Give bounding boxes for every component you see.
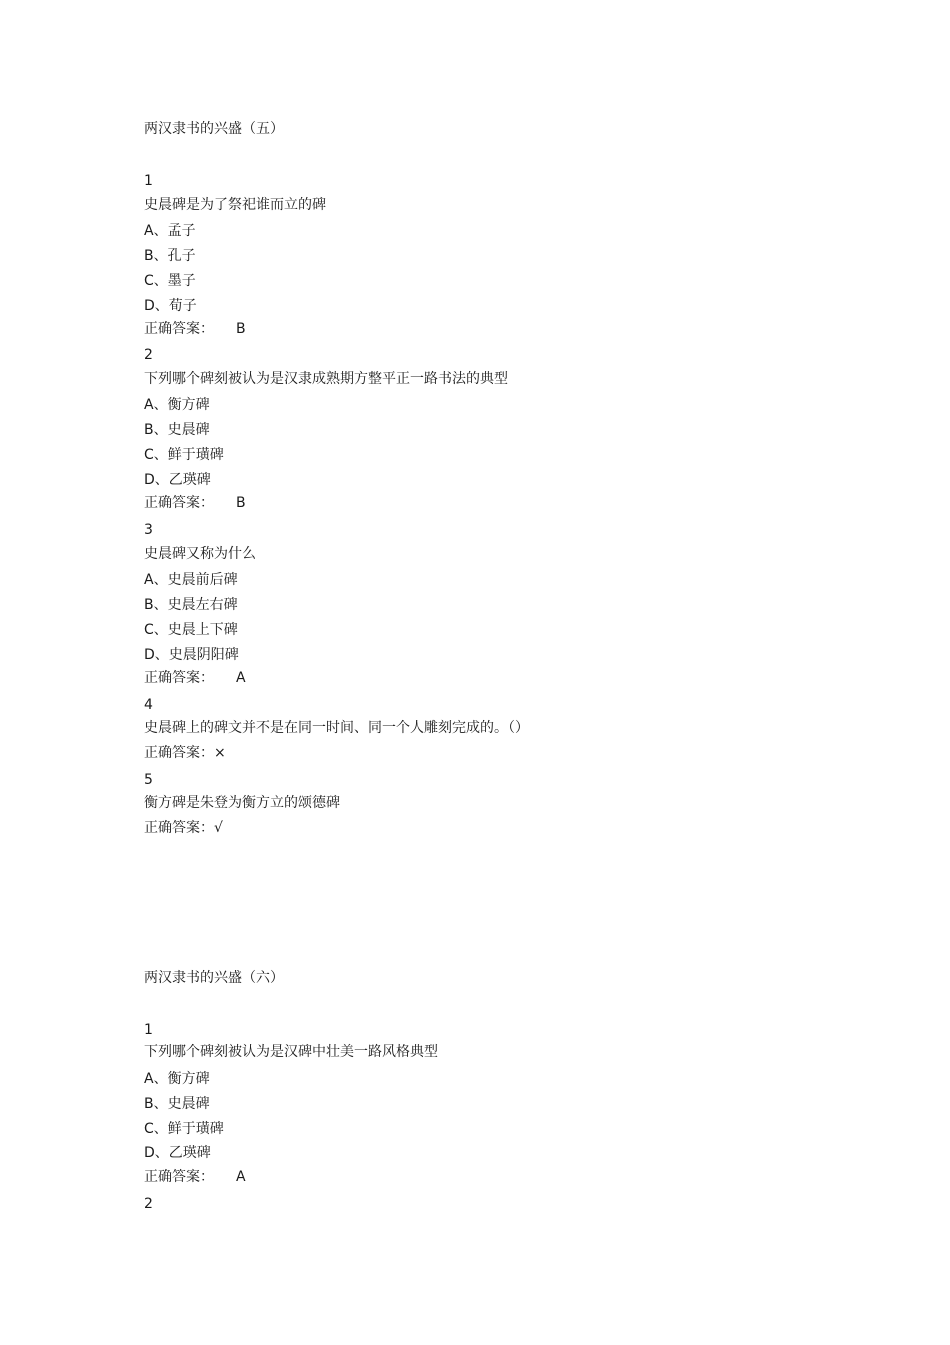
answer-text: 正确答案：× bbox=[144, 745, 226, 761]
question-number: 5 bbox=[144, 772, 153, 788]
option-a: A、孟子 bbox=[144, 223, 196, 239]
option-c: C、史晨上下碑 bbox=[144, 622, 238, 638]
question-text: 下列哪个碑刻被认为是汉碑中壮美一路风格典型 bbox=[144, 1044, 438, 1060]
option-d: D、史晨阴阳碑 bbox=[144, 647, 239, 663]
question-number: 2 bbox=[144, 1196, 153, 1212]
option-b: B、史晨左右碑 bbox=[144, 597, 238, 613]
answer-label: 正确答案： bbox=[144, 670, 214, 686]
answer-value: B bbox=[236, 495, 246, 511]
question-text: 衡方碑是朱登为衡方立的颂德碑 bbox=[144, 795, 340, 811]
answer-label: 正确答案： bbox=[144, 495, 214, 511]
question-text: 史晨碑上的碑文并不是在同一时间、同一个人雕刻完成的。（） bbox=[144, 720, 529, 736]
option-a: A、衡方碑 bbox=[144, 1071, 210, 1087]
option-b: B、史晨碑 bbox=[144, 422, 210, 438]
option-d: D、乙瑛碑 bbox=[144, 472, 211, 488]
question-number: 4 bbox=[144, 697, 153, 713]
option-b: B、孔子 bbox=[144, 248, 196, 264]
option-d: D、荀子 bbox=[144, 298, 197, 314]
question-number: 1 bbox=[144, 173, 153, 189]
question-text: 史晨碑又称为什么 bbox=[144, 546, 256, 562]
option-a: A、衡方碑 bbox=[144, 397, 210, 413]
option-c: C、墨子 bbox=[144, 273, 196, 289]
question-text: 下列哪个碑刻被认为是汉隶成熟期方整平正一路书法的典型 bbox=[144, 371, 508, 387]
answer-text: 正确答案：√ bbox=[144, 820, 223, 836]
answer-value: A bbox=[236, 670, 246, 686]
question-number: 2 bbox=[144, 347, 153, 363]
answer-label: 正确答案： bbox=[144, 1169, 214, 1185]
option-b: B、史晨碑 bbox=[144, 1096, 210, 1112]
section-title: 两汉隶书的兴盛（五） bbox=[144, 121, 284, 137]
question-text: 史晨碑是为了祭祀谁而立的碑 bbox=[144, 197, 326, 213]
option-c: C、鲜于璜碑 bbox=[144, 447, 224, 463]
option-a: A、史晨前后碑 bbox=[144, 572, 238, 588]
answer-value: B bbox=[236, 321, 246, 337]
answer-value: A bbox=[236, 1169, 246, 1185]
option-c: C、鲜于璜碑 bbox=[144, 1121, 224, 1137]
question-number: 3 bbox=[144, 522, 153, 538]
answer-label: 正确答案： bbox=[144, 321, 214, 337]
question-number: 1 bbox=[144, 1022, 153, 1038]
section-title: 两汉隶书的兴盛（六） bbox=[144, 970, 284, 986]
option-d: D、乙瑛碑 bbox=[144, 1145, 211, 1161]
